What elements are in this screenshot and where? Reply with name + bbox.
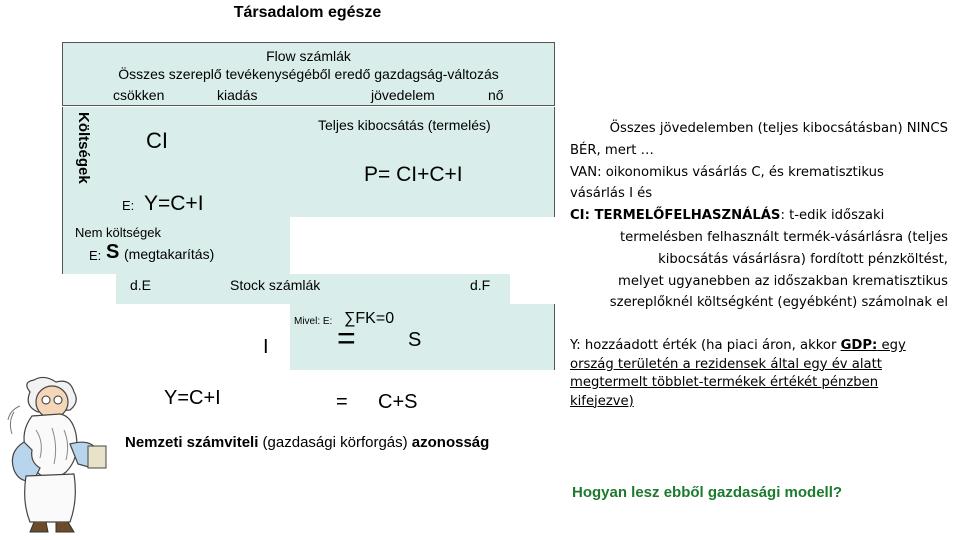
note-income-composition: Összes jövedelemben (teljes kibocsátásban) NINCS BÉR, mert … VAN: oikonomikus vásárlás C, és krematisztikus vásárlás I és CI: TERMELŐFELHASZNÁLÁS: t-edik időszaki termelésben felhasznált termék-vásárlásra (teljes kibocsátás vásárlásra) fordított pénzköltést, melyet ugyanebben az időszakban krematisztikus szereplőknél költségként (egyébként) számolnak el	[570, 121, 948, 311]
note-value-added: Y: hozzáadott érték (ha piaci áron, akkor GDP: egy ország területén a rezidensek által egy év alatt megtermelt többlet-termékek értékét pénzben kifejezve)	[570, 338, 906, 409]
noncosts-e-label: E:	[89, 248, 102, 263]
flow-increase-label: nő	[488, 87, 504, 103]
sum-fk-label: ∑FK=0	[344, 310, 395, 327]
identity-cs: C+S	[378, 391, 418, 413]
savings-description: (megtakarítás)	[124, 246, 215, 262]
equals-sign: =	[337, 320, 356, 356]
identity-y: Y=C+I	[164, 387, 221, 409]
flow-title: Flow számlák	[266, 48, 351, 64]
flow-expense-label: kiadás	[217, 87, 258, 103]
noncosts-label: Nem költségek	[75, 225, 161, 240]
equals-sign-2: =	[336, 391, 348, 413]
investment-i: I	[263, 336, 269, 358]
identity-s: S	[408, 329, 422, 351]
model-question: Hogyan lesz ebből gazdasági modell?	[572, 484, 843, 501]
ci-label: CI	[146, 128, 168, 153]
flow-income-label: jövedelem	[371, 87, 435, 103]
formula-p: P= CI+C+I	[364, 163, 463, 186]
identity-caption: Nemzeti számviteli (gazdasági körforgás) azonosság	[125, 434, 490, 451]
costs-vertical-label: Költségek	[75, 112, 92, 184]
flow-accounts-box	[62, 42, 555, 106]
costs-e-label: E:	[122, 198, 135, 213]
because-label: Mivel: E:	[294, 316, 333, 327]
formula-y: Y=C+I	[144, 192, 204, 215]
flow-subtitle: Összes szereplő tevékenységéből eredő gazdagság-változás	[118, 66, 499, 82]
stock-title: Stock számlák	[230, 277, 321, 293]
savings-s: S	[106, 241, 120, 263]
page-title: Társadalom egésze	[233, 4, 382, 21]
stock-lower-panel	[290, 304, 555, 370]
professor-illustration	[0, 372, 118, 538]
total-output-label: Teljes kibocsátás (termelés)	[318, 117, 491, 133]
stock-df-label: d.F	[470, 277, 491, 293]
flow-decrease-label: csökken	[113, 87, 165, 103]
stock-de-label: d.E	[130, 277, 152, 293]
